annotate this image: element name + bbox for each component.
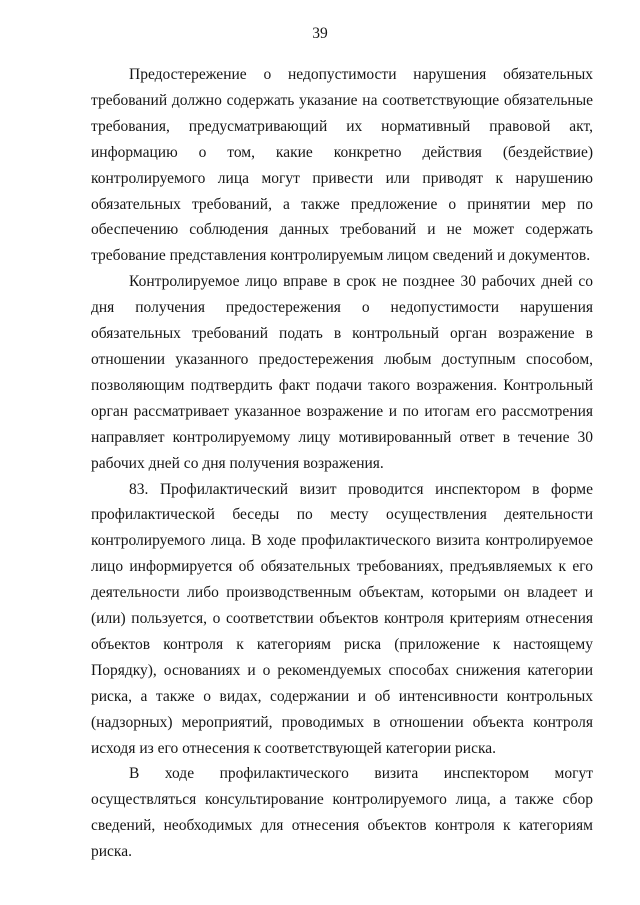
document-body [91,62,593,865]
paragraph-warning-content: Предостережение о недопустимости нарушения обязательных требований должно содержать указание на соответствующие обязательные требования, предусматривающий их нормативный правовой акт, информацию о том, какие конкретно действия (бездействие) контролируемого лица могут привести или приводят к нарушению обязательных требований, а также предложение о принятии мер по обеспечению соблюдения данных требований и не может содержать требование представления контролируемым лицом сведений и документов. [91,66,593,265]
paragraph-objection-right: Контролируемое лицо вправе в срок не позднее 30 рабочих дней со дня получения предостережения о недопустимости нарушения обязательных требований подать в контрольный орган возражение в отношении указанного предостережения любым доступным способом, позволяющим подтвердить факт подачи такого возражения. Контрольный орган рассматривает указанное возражение и по итогам его рассмотрения направляет контролируемому лицу мотивированный ответ в течение 30 рабочих дней со дня получения возражения. [91,273,593,472]
page-number: 39 [312,25,328,42]
paragraph-visit-consulting: В ходе профилактического визита инспектором могут осуществляться консультирование контролируемого лица, а также сбор сведений, необходимых для отнесения объектов контроля к категориям риска. [91,765,593,861]
paragraph-preventive-visit: 83. Профилактический визит проводится инспектором в форме профилактической беседы по месту осуществления деятельности контролируемого лица. В ходе профилактического визита контролируемое лицо информируется об обязательных требованиях, предъявляемых к его деятельности либо производственным объектам, которыми он владеет и (или) пользуется, о соответствии объектов контроля критериям отнесения объектов контроля к категориям риска (приложение к настоящему Порядку), основаниях и о рекомендуемых способах снижения категории риска, а также о видах, содержании и об интенсивности контрольных (надзорных) мероприятий, проводимых в отношении объекта контроля исходя из его отнесения к соответствующей категории риска. [91,480,593,757]
